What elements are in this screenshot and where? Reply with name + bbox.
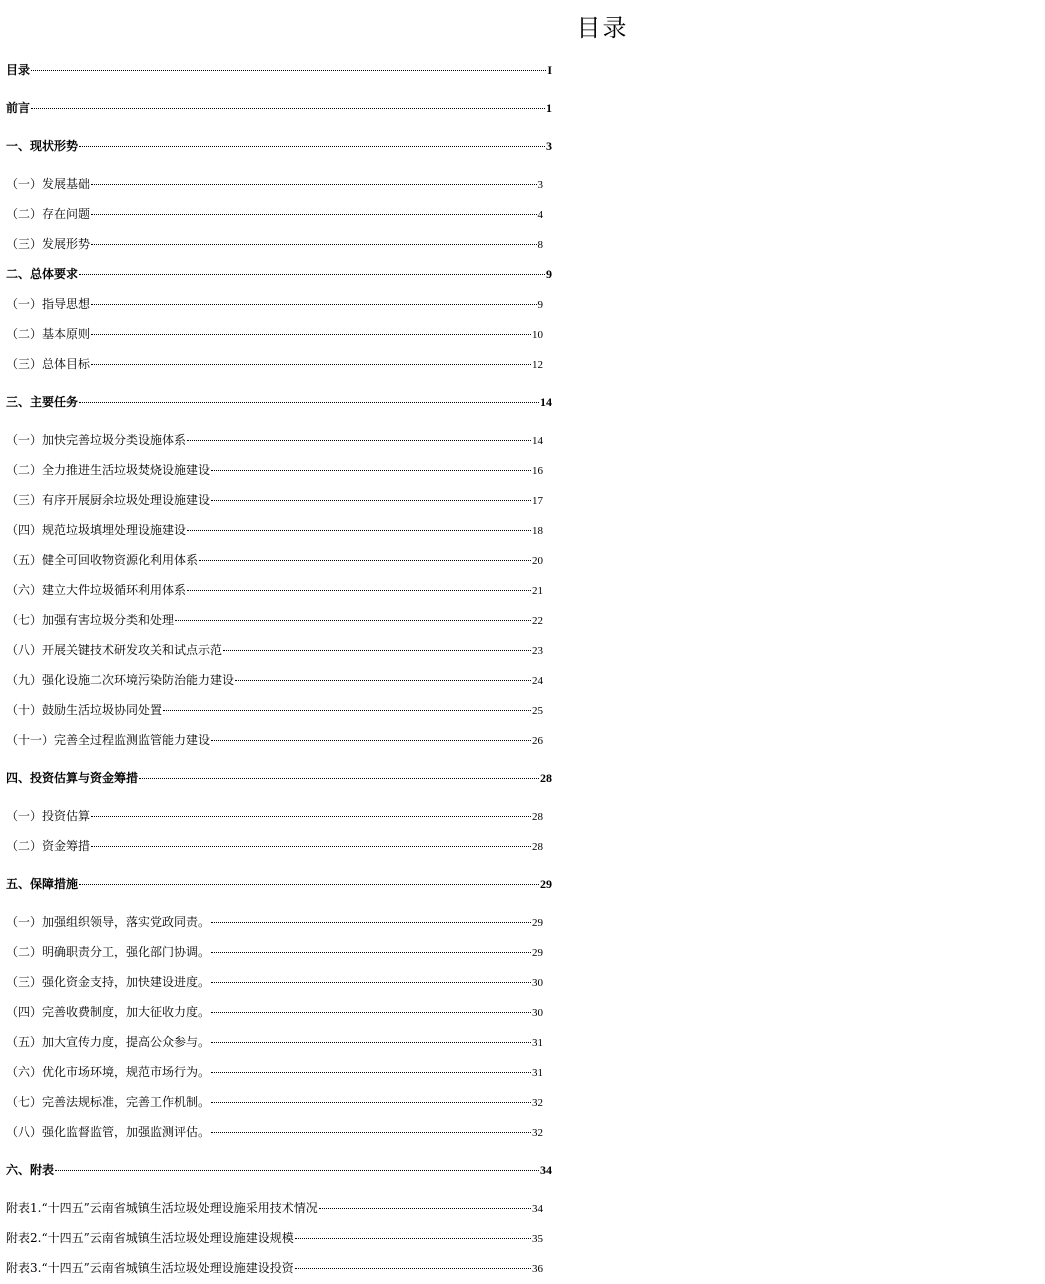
- dot-leader: [91, 214, 536, 215]
- toc-entry[interactable]: [6, 1003, 543, 1021]
- toc-entry-label: （十一）完善全过程监测监管能力建设: [6, 733, 211, 747]
- toc-entry-page-number: 14: [540, 395, 552, 409]
- toc-entry-label: （七）加强有害垃圾分类和处理: [6, 613, 175, 627]
- toc-entry-label: （一）发展基础: [6, 177, 91, 191]
- dot-leader: [175, 620, 531, 621]
- toc-entry-label: （三）有序开展厨余垃圾处理设施建设: [6, 493, 211, 507]
- toc-entry-page-number: 23: [532, 645, 543, 657]
- dot-leader: [163, 710, 531, 711]
- toc-entry[interactable]: [6, 1199, 543, 1217]
- toc-entry[interactable]: [6, 99, 552, 117]
- dot-leader: [211, 1072, 531, 1073]
- dot-leader: [79, 146, 545, 147]
- toc-entry-page-number: 17: [532, 495, 543, 507]
- toc-entry[interactable]: [6, 393, 552, 411]
- toc-entry-page-number: 1: [546, 101, 552, 115]
- toc-entry-label: 附表1.“十四五”云南省城镇生活垃圾处理设施采用技术情况: [6, 1201, 318, 1215]
- toc-entry-page-number: 10: [532, 329, 543, 341]
- toc-entry-label: （三）强化资金支持，加快建设进度。: [6, 975, 211, 989]
- toc-entry-page-number: 29: [532, 917, 543, 929]
- toc-entry-label: 三、主要任务: [6, 395, 79, 409]
- dot-leader: [79, 274, 545, 275]
- dot-leader: [235, 680, 531, 681]
- toc-entry-page-number: 16: [532, 465, 543, 477]
- toc-entry-page-number: 34: [540, 1163, 552, 1177]
- toc-entry[interactable]: [6, 807, 543, 825]
- toc-entry-page-number: 34: [532, 1203, 543, 1215]
- toc-entry[interactable]: [6, 61, 552, 79]
- toc-entry[interactable]: [6, 521, 543, 539]
- toc-entry-page-number: 31: [532, 1067, 543, 1079]
- toc-entry[interactable]: [6, 701, 543, 719]
- dot-leader: [91, 334, 531, 335]
- toc-entry-label: （一）指导思想: [6, 297, 91, 311]
- toc-entry[interactable]: [6, 1033, 543, 1051]
- toc-entry-label: （九）强化设施二次环境污染防治能力建设: [6, 673, 235, 687]
- toc-entry-label: （七）完善法规标准，完善工作机制。: [6, 1095, 211, 1109]
- toc-entry-label: （五）加大宣传力度，提高公众参与。: [6, 1035, 211, 1049]
- toc-entry-page-number: 12: [532, 359, 543, 371]
- toc-entry[interactable]: [6, 265, 552, 283]
- toc-entry-page-number: 14: [532, 435, 543, 447]
- toc-entry-label: 二、总体要求: [6, 267, 79, 281]
- toc-entry-label: 五、保障措施: [6, 877, 79, 891]
- toc-entry-label: 六、附表: [6, 1163, 55, 1177]
- dot-leader: [187, 530, 531, 531]
- toc-entry-page-number: 3: [537, 179, 543, 191]
- dot-leader: [91, 364, 531, 365]
- toc-entry-page-number: 36: [532, 1263, 543, 1275]
- dot-leader: [211, 500, 531, 501]
- dot-leader: [211, 952, 531, 953]
- toc-entry-label: 附表3.“十四五”云南省城镇生活垃圾处理设施建设投资: [6, 1261, 294, 1275]
- page-title: 目录: [576, 14, 629, 42]
- toc-entry[interactable]: [6, 205, 543, 223]
- dot-leader: [91, 816, 531, 817]
- toc-entry-page-number: 21: [532, 585, 543, 597]
- toc-entry-label: （二）明确职责分工，强化部门协调。: [6, 945, 211, 959]
- toc-entry-page-number: 28: [532, 841, 543, 853]
- toc-entry-page-number: 4: [537, 209, 543, 221]
- toc-entry-page-number: 8: [537, 239, 543, 251]
- toc-entry[interactable]: [6, 671, 543, 689]
- toc-entry-page-number: 29: [540, 877, 552, 891]
- dot-leader: [211, 1042, 531, 1043]
- toc-entry-page-number: 26: [532, 735, 543, 747]
- dot-leader: [187, 590, 531, 591]
- toc-entry[interactable]: [6, 355, 543, 373]
- toc-entry-label: 前言: [6, 101, 31, 115]
- toc-entry-label: （四）完善收费制度，加大征收力度。: [6, 1005, 211, 1019]
- dot-leader: [55, 1170, 539, 1171]
- toc-entry-label: （二）基本原则: [6, 327, 91, 341]
- toc-entry[interactable]: [6, 491, 543, 509]
- toc-entry[interactable]: [6, 137, 552, 155]
- toc-entry[interactable]: [6, 1063, 543, 1081]
- toc-entry-label: （二）存在问题: [6, 207, 91, 221]
- toc-entry-label: （一）加强组织领导，落实党政同责。: [6, 915, 211, 929]
- dot-leader: [91, 846, 531, 847]
- toc-entry-page-number: 20: [532, 555, 543, 567]
- dot-leader: [139, 778, 539, 779]
- toc-entry[interactable]: [6, 1229, 543, 1247]
- dot-leader: [295, 1268, 531, 1269]
- toc-entry[interactable]: [6, 731, 543, 749]
- toc-entry-page-number: 28: [540, 771, 552, 785]
- toc-entry[interactable]: [6, 943, 543, 961]
- toc-entry-page-number: 22: [532, 615, 543, 627]
- toc-entry-label: （二）全力推进生活垃圾焚烧设施建设: [6, 463, 211, 477]
- toc-entry[interactable]: [6, 1093, 543, 1111]
- toc-entry-label: （二）资金筹措: [6, 839, 91, 853]
- toc-entry-page-number: 9: [546, 267, 552, 281]
- toc-entry-page-number: 24: [532, 675, 543, 687]
- toc-entry[interactable]: [6, 913, 543, 931]
- toc-entry-page-number: 29: [532, 947, 543, 959]
- toc-entry-label: 目录: [6, 63, 31, 77]
- toc-entry-page-number: I: [547, 63, 552, 77]
- dot-leader: [211, 1012, 531, 1013]
- dot-leader: [211, 740, 531, 741]
- toc-entry[interactable]: [6, 641, 543, 659]
- toc-entry-label: （一）加快完善垃圾分类设施体系: [6, 433, 187, 447]
- toc-entry-page-number: 31: [532, 1037, 543, 1049]
- dot-leader: [91, 184, 536, 185]
- toc-entry-label: （十）鼓励生活垃圾协同处置: [6, 703, 163, 717]
- dot-leader: [211, 982, 531, 983]
- dot-leader: [211, 470, 531, 471]
- dot-leader: [199, 560, 531, 561]
- dot-leader: [211, 1102, 531, 1103]
- toc-entry-label: （三）总体目标: [6, 357, 91, 371]
- toc-entry-page-number: 32: [532, 1097, 543, 1109]
- toc-entry-page-number: 9: [537, 299, 543, 311]
- toc-entry[interactable]: [6, 837, 543, 855]
- toc-entry-label: 一、现状形势: [6, 139, 79, 153]
- toc-entry-page-number: 28: [532, 811, 543, 823]
- toc-entry-label: （四）规范垃圾填埋处理设施建设: [6, 523, 187, 537]
- toc-entry[interactable]: [6, 1161, 552, 1179]
- dot-leader: [31, 70, 546, 71]
- toc-entry[interactable]: [6, 175, 543, 193]
- toc-entry-label: （八）开展关键技术研发攻关和试点示范: [6, 643, 223, 657]
- dot-leader: [295, 1238, 531, 1239]
- toc-entry[interactable]: [6, 431, 543, 449]
- dot-leader: [91, 244, 536, 245]
- toc-entry[interactable]: [6, 1123, 543, 1141]
- toc-entry[interactable]: [6, 551, 543, 569]
- toc-entry-page-number: 32: [532, 1127, 543, 1139]
- toc-entry[interactable]: [6, 769, 552, 787]
- dot-leader: [223, 650, 531, 651]
- dot-leader: [79, 884, 539, 885]
- dot-leader: [79, 402, 539, 403]
- toc-entry[interactable]: [6, 461, 543, 479]
- toc-entry-label: （六）优化市场环境，规范市场行为。: [6, 1065, 211, 1079]
- dot-leader: [211, 1132, 531, 1133]
- toc-entry-page-number: 25: [532, 705, 543, 717]
- toc-entry-label: 四、投资估算与资金筹措: [6, 771, 139, 785]
- dot-leader: [211, 922, 531, 923]
- dot-leader: [91, 304, 536, 305]
- toc-entry-label: （五）健全可回收物资源化利用体系: [6, 553, 199, 567]
- dot-leader: [319, 1208, 531, 1209]
- toc-entry[interactable]: [6, 581, 543, 599]
- toc-entry-label: （六）建立大件垃圾循环利用体系: [6, 583, 187, 597]
- toc-entry[interactable]: [6, 875, 552, 893]
- dot-leader: [31, 108, 545, 109]
- toc-entry-page-number: 3: [546, 139, 552, 153]
- toc-entry[interactable]: [6, 611, 543, 629]
- toc-entry[interactable]: [6, 325, 543, 343]
- toc-entry-label: 附表2.“十四五”云南省城镇生活垃圾处理设施建设规模: [6, 1231, 294, 1245]
- toc-entry-page-number: 35: [532, 1233, 543, 1245]
- toc-entry-label: （一）投资估算: [6, 809, 91, 823]
- toc-entry[interactable]: [6, 235, 543, 253]
- toc-entry-page-number: 18: [532, 525, 543, 537]
- toc-entry-label: （八）强化监督监管，加强监测评估。: [6, 1125, 211, 1139]
- toc-entry-label: （三）发展形势: [6, 237, 91, 251]
- toc-entry-page-number: 30: [532, 977, 543, 989]
- toc-entry[interactable]: [6, 295, 543, 313]
- toc-entry-page-number: 30: [532, 1007, 543, 1019]
- dot-leader: [187, 440, 531, 441]
- toc-entry[interactable]: [6, 1259, 543, 1277]
- toc-entry[interactable]: [6, 973, 543, 991]
